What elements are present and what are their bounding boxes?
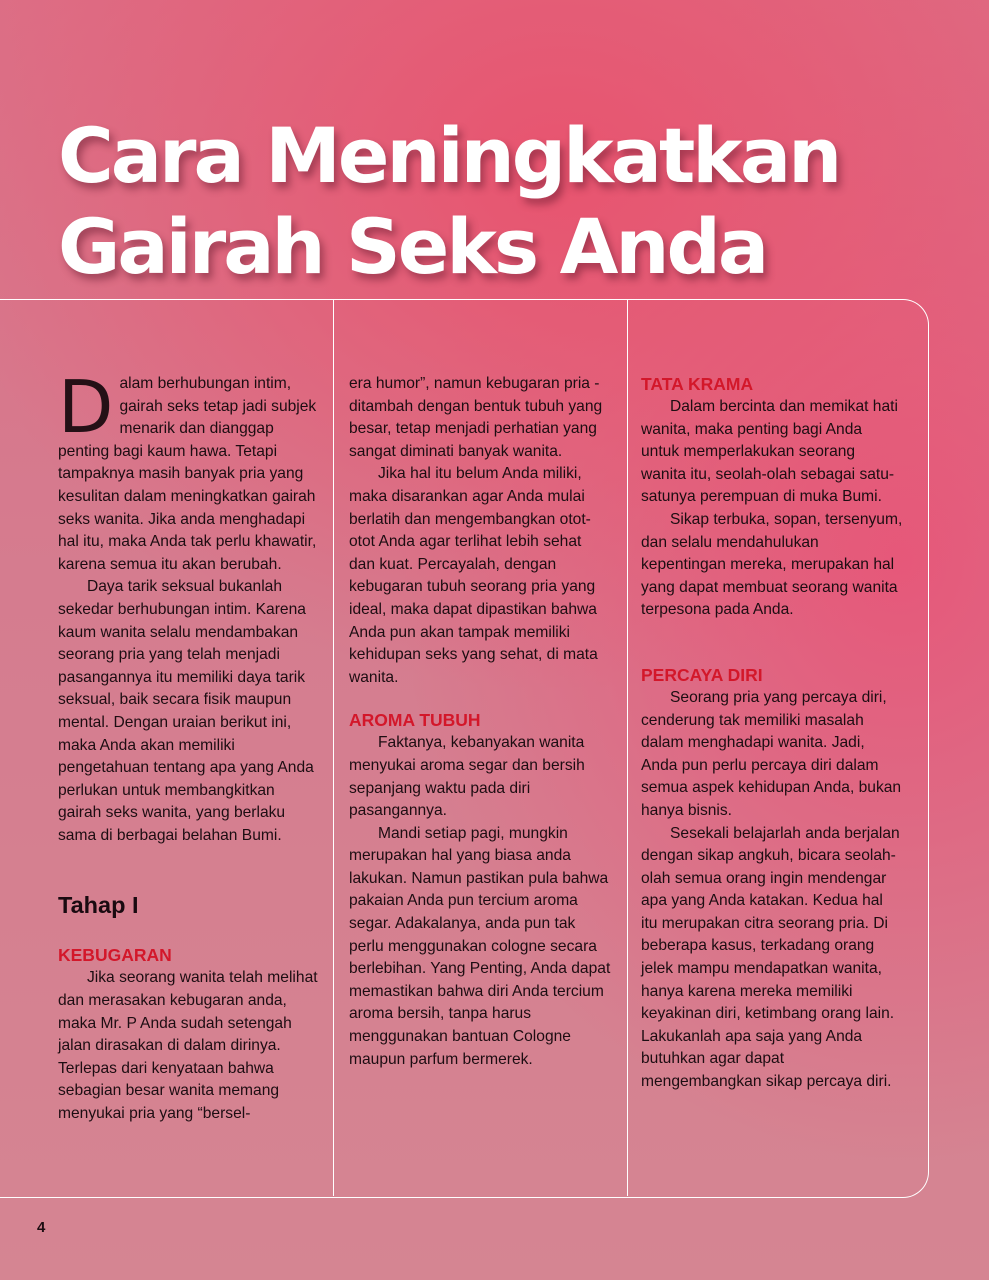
paragraph-text: alam berhubungan intim, gairah seks tetap jadi subjek menarik dan dianggap penting bagi kaum hawa. Tetapi tampaknya masih banyak pria yang kesulitan dalam meningkatkan gairah seks wanita. Jika anda menghadapi hal itu, maka Anda tak perlu khawatir, karena semua itu akan berubah. — [58, 375, 317, 573]
section-heading-percaya-diri: PERCAYA DIRI — [641, 664, 763, 685]
intro-paragraph — [58, 365, 318, 576]
stage-heading: Tahap I — [58, 892, 139, 919]
title-line-1: Cara Meningkatkan — [58, 111, 840, 200]
section-heading-tata-krama: TATA KRAMA — [641, 374, 754, 394]
paragraph: Sikap terbuka, sopan, tersenyum, dan selalu mendahulukan kepentingan mereka, merupakan hal yang dapat membuat seorang wanita terpesona pada Anda. — [641, 510, 903, 619]
article-column-1 — [58, 365, 318, 1126]
section-heading-aroma-tubuh: AROMA TUBUH — [349, 710, 481, 731]
page-title — [58, 110, 839, 292]
drop-cap: D — [58, 365, 114, 449]
article-column-2 — [349, 373, 611, 1071]
title-line-2: Gairah Seks Anda — [58, 202, 767, 292]
paragraph: era humor”, namun kebugaran pria - ditambah dengan bentuk tubuh yang besar, tetap menjadi perhatian yang sangat diminati banyak wanita. — [349, 375, 603, 460]
paragraph: Jika hal itu belum Anda miliki, maka disarankan agar Anda mulai berlatih dan mengembangkan otot-otot Anda agar terlihat lebih sehat dan kuat. Percayalah, dengan kebugaran tubuh seorang pria yang ideal, maka dapat dipastikan bahwa Anda pun akan tampak memiliki kehidupan seks yang sehat, di mata wanita. — [349, 465, 598, 686]
article-column-3 — [641, 373, 903, 1094]
paragraph: Dalam bercinta dan memikat hati wanita, maka penting bagi Anda untuk memperlakukan seorang wanita itu, seolah-olah sebagai satu-satunya perempuan di muka Bumi. — [641, 398, 898, 506]
page-number: 4 — [37, 1219, 46, 1236]
paragraph: Seorang pria yang percaya diri, cenderung tak memiliki masalah dalam menghadapi wanita. Jadi, Anda pun perlu percaya diri dalam semua aspek kehidupan Anda, bukan hanya bisnis. — [641, 688, 902, 819]
column-divider — [333, 300, 334, 1196]
paragraph: Daya tarik seksual bukanlah sekedar berhubungan intim. Karena kaum wanita selalu mendambakan seorang pria yang telah menjadi pasangannya itu memiliki daya tarik seksual, baik secara fisik maupun mental. Dengan uraian berikut ini, maka Anda akan memiliki pengetahuan tentang apa yang Anda perlukan untuk membangkitkan gairah seks wanita, yang berlaku sama di berbagai belahan Bumi. — [58, 578, 314, 844]
paragraph: Sesekali belajarlah anda berjalan dengan sikap angkuh, bicara seolah-olah semua orang ingin mendengar apa yang Anda katakan. Kedua hal itu merupakan citra seorang pria. Di beberapa kasus, terkadang orang jelek mampu mendapatkan wanita, hanya karena mereka memiliki keyakinan diri, ketimbang orang lain. Lakukanlah apa saja yang Anda butuhkan agar dapat mengembangkan sikap percaya diri. — [641, 824, 900, 1091]
paragraph: Faktanya, kebanyakan wanita menyukai aroma segar dan bersih sepanjang waktu pada diri pasangannya. — [349, 734, 585, 820]
section-heading-kebugaran: KEBUGARAN — [58, 945, 172, 966]
paragraph: Mandi setiap pagi, mungkin merupakan hal yang biasa anda lakukan. Namun pastikan pula bahwa pakaian Anda pun tercium aroma segar. Adakalanya, anda pun tak perlu menggunakan cologne secara berlebihan. Yang Penting, Anda dapat memastikan bahwa diri Anda tercium aroma bersih, tanpa harus menggunakan bantuan Cologne maupun parfum bermerek. — [349, 824, 611, 1068]
paragraph: Jika seorang wanita telah melihat dan merasakan kebugaran anda, maka Mr. P Anda sudah setengah jalan dirasakan di dalam dirinya. Terlepas dari kenyataan bahwa sebagian besar wanita memang menyukai pria yang “bersel- — [58, 969, 318, 1123]
column-divider — [627, 300, 628, 1196]
